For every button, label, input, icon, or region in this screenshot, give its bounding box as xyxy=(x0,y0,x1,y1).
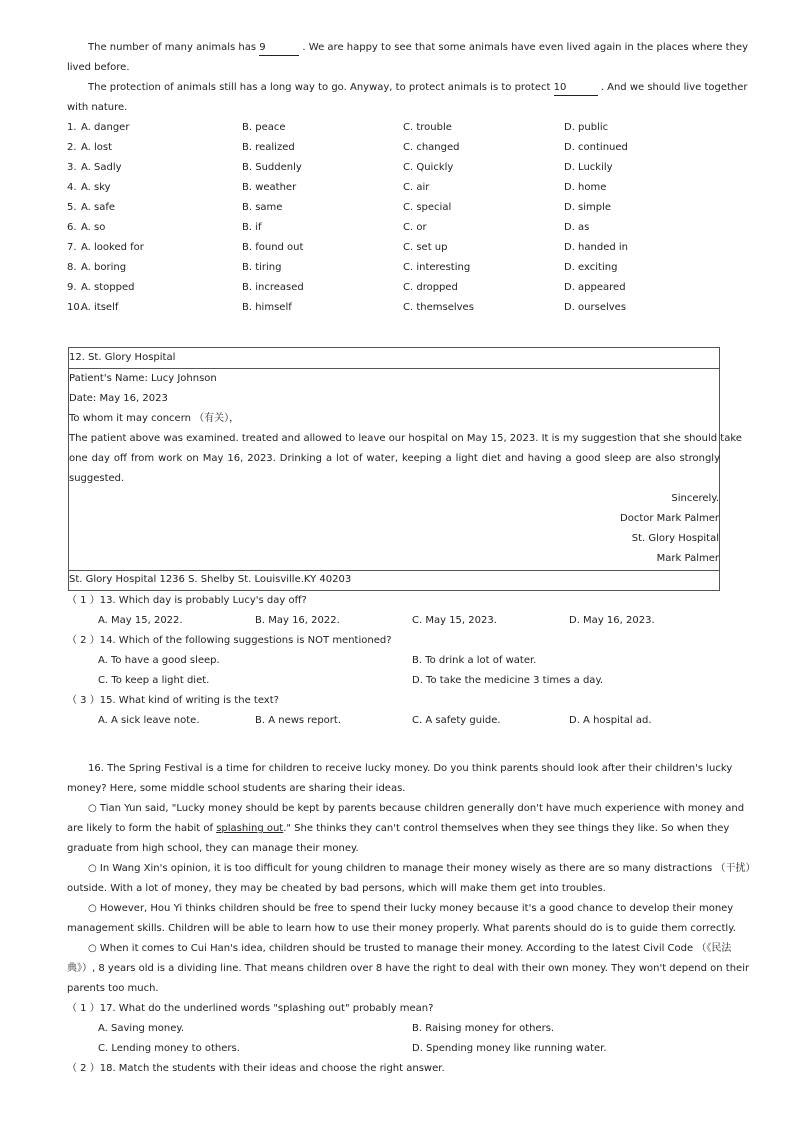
option-row xyxy=(67,138,727,158)
question-15-option-d[interactable]: D. A hospital ad. xyxy=(569,715,652,726)
option-row xyxy=(67,278,727,298)
note-sign-doctor: Doctor Mark Palmer xyxy=(620,513,719,524)
question-15-option-c[interactable]: C. A safety guide. xyxy=(412,715,501,726)
question-15-option-a[interactable]: A. A sick leave note. xyxy=(98,715,200,726)
passage-16-line1: 16. The Spring Festival is a time for children to receive lucky money. Do you think parents should look after their children's lucky xyxy=(88,763,733,774)
passage-p1-line1 xyxy=(67,38,749,58)
question-13-stem: （ 1 ）13. Which day is probably Lucy's day off? xyxy=(67,595,307,606)
passage-16-line3: ○ Tian Yun said, "Lucky money should be kept by parents because children generally don't have much experience with money and xyxy=(88,803,745,814)
passage-16-line9: management skills. Children will be able to learn how to use their money properly. What parents should do is to guide them correctly. xyxy=(67,923,736,934)
option-a[interactable]: A. looked for xyxy=(81,242,144,253)
option-a[interactable]: A. itself xyxy=(81,302,119,313)
note-body-line1: The patient above was examined. treated and allowed to leave our hospital on May 15, 2023. It is my suggestion that she should take xyxy=(69,433,742,444)
note-title: 12. St. Glory Hospital xyxy=(69,352,176,363)
option-row xyxy=(67,158,727,178)
passage-p1-line2: lived before. xyxy=(67,62,130,73)
text: ." She thinks they can't control themselves when they see things they like. So when they xyxy=(283,823,730,834)
question-17-option-d[interactable]: D. Spending money like running water. xyxy=(412,1043,607,1054)
question-13-option-a[interactable]: A. May 15, 2022. xyxy=(98,615,183,626)
text: The number of many animals has xyxy=(88,42,260,53)
text: The protection of animals still has a long way to go. Anyway, to protect animals is to protect xyxy=(88,82,554,93)
question-number: 6. xyxy=(67,222,77,233)
question-number: 2. xyxy=(67,142,77,153)
question-number: 1. xyxy=(67,122,77,133)
question-18-stem: （ 2 ）18. Match the students with their ideas and choose the right answer. xyxy=(67,1063,445,1074)
option-a[interactable]: A. sky xyxy=(81,182,111,193)
option-d[interactable]: D. as xyxy=(564,222,590,233)
option-b[interactable]: B. realized xyxy=(242,142,295,153)
passage-16-line2: money? Here, some middle school students are sharing their ideas. xyxy=(67,783,406,794)
option-d[interactable]: D. appeared xyxy=(564,282,626,293)
passage-16-line11: 典》）, 8 years old is a dividing line. That means children over 8 have the right to deal with their own money. They won't depend on their xyxy=(67,963,750,974)
option-b[interactable]: B. found out xyxy=(242,242,304,253)
option-d[interactable]: D. ourselves xyxy=(564,302,627,313)
option-row xyxy=(67,218,727,238)
option-d[interactable]: D. Luckily xyxy=(564,162,613,173)
option-b[interactable]: B. Suddenly xyxy=(242,162,302,173)
underlined-phrase: splashing out xyxy=(216,823,284,834)
option-d[interactable]: D. exciting xyxy=(564,262,618,273)
question-15-option-b[interactable]: B. A news report. xyxy=(255,715,342,726)
note-body-line2: one day off from work on May 16, 2023. Drinking a lot of water, keeping a light diet and having a good sleep are also strongly xyxy=(69,453,720,464)
passage-16-line7: outside. With a lot of money, they may be cheated by bad persons, which will make them get into troubles. xyxy=(67,883,606,894)
question-14-stem: （ 2 ）14. Which of the following suggestions is NOT mentioned? xyxy=(67,635,392,646)
option-c[interactable]: C. or xyxy=(403,222,427,233)
question-number: 7. xyxy=(67,242,77,253)
option-c[interactable]: C. set up xyxy=(403,242,448,253)
option-b[interactable]: B. increased xyxy=(242,282,304,293)
option-c[interactable]: C. dropped xyxy=(403,282,458,293)
question-14-option-a[interactable]: A. To have a good sleep. xyxy=(98,655,220,666)
blank-10: 10 xyxy=(554,81,598,96)
passage-16-line10: ○ When it comes to Cui Han's idea, children should be trusted to manage their money. According to the latest Civil Code （《民法 xyxy=(88,943,732,954)
option-row xyxy=(67,298,727,318)
note-patient: Patient's Name: Lucy Johnson xyxy=(69,373,217,384)
passage-16-line8: ○ However, Hou Yi thinks children should be free to spend their lucky money because it's a good chance to develop their money xyxy=(88,903,734,914)
note-date: Date: May 16, 2023 xyxy=(69,393,168,404)
option-d[interactable]: D. simple xyxy=(564,202,612,213)
option-d[interactable]: D. continued xyxy=(564,142,628,153)
passage-p2-line2: with nature. xyxy=(67,102,128,113)
passage-16-line6: ○ In Wang Xin's opinion, it is too difficult for young children to manage their money wisely as there are so many distractions （干扰） xyxy=(88,863,756,874)
text: . And we should live together xyxy=(597,82,748,93)
option-c[interactable]: C. air xyxy=(403,182,430,193)
question-14-option-b[interactable]: B. To drink a lot of water. xyxy=(412,655,537,666)
option-row xyxy=(67,198,727,218)
option-row xyxy=(67,178,727,198)
note-address: St. Glory Hospital 1236 S. Shelby St. Louisville.KY 40203 xyxy=(69,574,352,585)
question-14-option-c[interactable]: C. To keep a light diet. xyxy=(98,675,210,686)
note-greeting: To whom it may concern （有关）， xyxy=(69,413,240,424)
option-b[interactable]: B. peace xyxy=(242,122,286,133)
question-number: 8. xyxy=(67,262,77,273)
question-13-option-b[interactable]: B. May 16, 2022. xyxy=(255,615,340,626)
option-d[interactable]: D. home xyxy=(564,182,607,193)
question-number: 10. xyxy=(67,302,83,313)
note-sign-hospital: St. Glory Hospital xyxy=(631,533,719,544)
option-d[interactable]: D. public xyxy=(564,122,609,133)
option-b[interactable]: B. weather xyxy=(242,182,297,193)
option-row xyxy=(67,258,727,278)
blank-9: 9 xyxy=(259,41,299,56)
option-b[interactable]: B. himself xyxy=(242,302,292,313)
option-c[interactable]: C. special xyxy=(403,202,452,213)
option-row xyxy=(67,118,727,138)
passage-16-line12: parents too much. xyxy=(67,983,159,994)
hospital-note xyxy=(68,347,742,591)
question-17-option-c[interactable]: C. Lending money to others. xyxy=(98,1043,240,1054)
option-row xyxy=(67,238,727,258)
text: are likely to form the habit of xyxy=(67,823,217,834)
passage-16-line5: graduate from high school, they can manage their money. xyxy=(67,843,359,854)
option-b[interactable]: B. same xyxy=(242,202,283,213)
note-body-line3: suggested. xyxy=(69,473,125,484)
question-17-option-a[interactable]: A. Saving money. xyxy=(98,1023,185,1034)
text: . We are happy to see that some animals have even lived again in the places where they xyxy=(299,42,749,53)
option-c[interactable]: C. Quickly xyxy=(403,162,454,173)
question-14-option-d[interactable]: D. To take the medicine 3 times a day. xyxy=(412,675,604,686)
question-17-option-b[interactable]: B. Raising money for others. xyxy=(412,1023,555,1034)
question-15-stem: （ 3 ）15. What kind of writing is the text? xyxy=(67,695,279,706)
option-a[interactable]: A. lost xyxy=(81,142,113,153)
option-d[interactable]: D. handed in xyxy=(564,242,629,253)
option-a[interactable]: A. so xyxy=(81,222,106,233)
question-13-option-c[interactable]: C. May 15, 2023. xyxy=(412,615,497,626)
note-sign-sincerely: Sincerely. xyxy=(671,493,719,504)
question-number: 5. xyxy=(67,202,77,213)
option-a[interactable]: A. boring xyxy=(81,262,127,273)
option-a[interactable]: A. Sadly xyxy=(81,162,122,173)
passage-16-line4 xyxy=(67,819,730,839)
option-c[interactable]: C. themselves xyxy=(403,302,474,313)
option-c[interactable]: C. changed xyxy=(403,142,460,153)
question-17-stem: （ 1 ）17. What do the underlined words "splashing out" probably mean? xyxy=(67,1003,434,1014)
question-number: 9. xyxy=(67,282,77,293)
note-sign-name: Mark Palmer xyxy=(656,553,719,564)
option-a[interactable]: A. safe xyxy=(81,202,116,213)
question-number: 3. xyxy=(67,162,77,173)
option-a[interactable]: A. danger xyxy=(81,122,130,133)
option-a[interactable]: A. stopped xyxy=(81,282,135,293)
question-13-option-d[interactable]: D. May 16, 2023. xyxy=(569,615,655,626)
passage-p2-line1 xyxy=(67,78,748,98)
option-b[interactable]: B. if xyxy=(242,222,262,233)
option-b[interactable]: B. tiring xyxy=(242,262,282,273)
option-c[interactable]: C. interesting xyxy=(403,262,471,273)
option-c[interactable]: C. trouble xyxy=(403,122,452,133)
question-number: 4. xyxy=(67,182,77,193)
